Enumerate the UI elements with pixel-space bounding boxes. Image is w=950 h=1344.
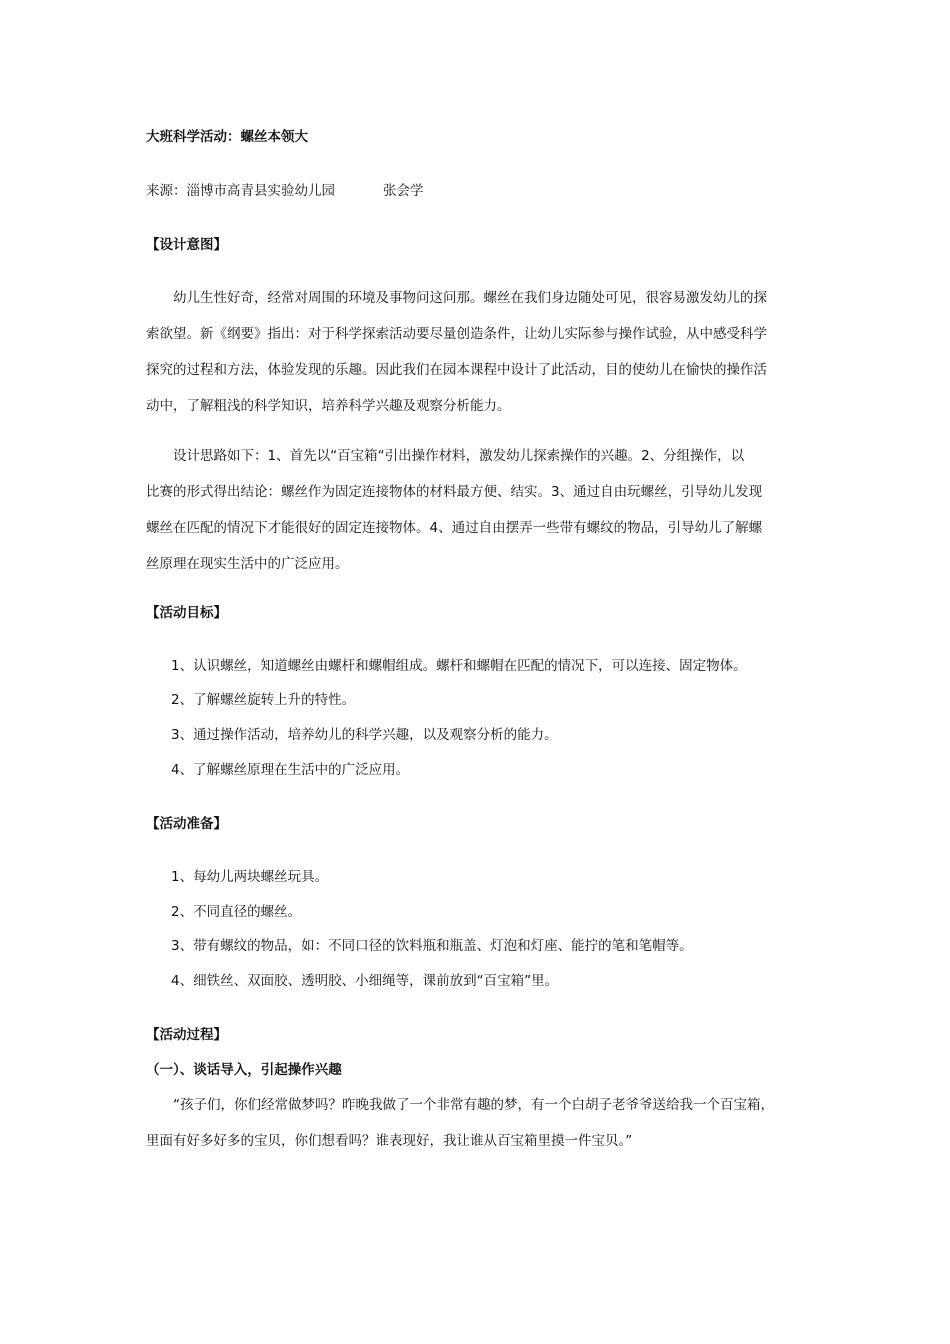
- preparation-item: 3、带有螺纹的物品，如：不同口径的饮料瓶和瓶盖、灯泡和灯座、能拧的笔和笔帽等。: [171, 938, 693, 954]
- preparation-item: 2、不同直径的螺丝。: [171, 904, 302, 920]
- source-text: 来源：淄博市高青县实验幼儿园: [146, 183, 335, 199]
- design-intent-paragraph-2: [146, 438, 810, 582]
- section-heading-preparation: 【活动准备】: [146, 816, 227, 832]
- section-heading-goals: 【活动目标】: [146, 605, 227, 621]
- goal-item: 2、了解螺丝旋转上升的特性。: [171, 692, 356, 708]
- source-author: 张会学: [383, 183, 424, 199]
- paragraph-line: 动中，了解粗浅的科学知识，培养科学兴趣及观察分析能力。: [146, 398, 511, 414]
- paragraph-line: 里面有好多好多的宝贝，你们想看吗？谁表现好，我让谁从百宝箱里摸一件宝贝。”: [146, 1133, 633, 1149]
- preparation-item: 4、细铁丝、双面胶、透明胶、小细绳等，课前放到“百宝箱”里。: [171, 973, 559, 989]
- design-intent-paragraph-1: [146, 280, 810, 424]
- paragraph-line: 探究的过程和方法，体验发现的乐趣。因此我们在园本课程中设计了此活动，目的使幼儿在愉快的操作活: [146, 362, 767, 378]
- section-heading-design-intent: 【设计意图】: [146, 237, 227, 253]
- process-subheading-1: （一）、谈话导入，引起操作兴趣: [146, 1062, 342, 1078]
- process-paragraph-1: [146, 1087, 810, 1159]
- paragraph-line: 索欲望。新《纲要》指出：对于科学探索活动要尽量创造条件，让幼儿实际参与操作试验，从中感受科学: [146, 326, 767, 342]
- preparation-item: 1、每幼儿两块螺丝玩具。: [171, 869, 329, 885]
- goal-item: 4、了解螺丝原理在生活中的广泛应用。: [171, 762, 410, 778]
- paragraph-line: 设计思路如下：1、首先以“百宝箱“引出操作材料，激发幼儿探索操作的兴趣。2、分组操作，以: [173, 448, 745, 464]
- section-heading-process: 【活动过程】: [146, 1027, 227, 1043]
- goal-item: 3、通过操作活动，培养幼儿的科学兴趣，以及观察分析的能力。: [171, 727, 558, 743]
- paragraph-line: 幼儿生性好奇，经常对周围的环境及事物问这问那。螺丝在我们身边随处可见，很容易激发幼儿的探: [173, 290, 767, 306]
- source-line: [146, 182, 810, 201]
- goal-item: 1、认识螺丝，知道螺丝由螺杆和螺帽组成。螺杆和螺帽在匹配的情况下，可以连接、固定物体。: [171, 658, 747, 674]
- paragraph-line: 丝原理在现实生活中的广泛应用。: [146, 556, 349, 572]
- paragraph-line: 螺丝在匹配的情况下才能很好的固定连接物体。4、通过自由摆弄一些带有螺纹的物品，引导幼儿了解螺: [146, 520, 763, 536]
- paragraph-line: 比赛的形式得出结论：螺丝作为固定连接物体的材料最方便、结实。3、通过自由玩螺丝，引导幼儿发现: [146, 484, 763, 500]
- paragraph-line: “孩子们，你们经常做梦吗？昨晚我做了一个非常有趣的梦，有一个白胡子老爷爷送给我一个百宝箱，: [173, 1097, 774, 1113]
- document-title: 大班科学活动：螺丝本领大: [146, 129, 308, 145]
